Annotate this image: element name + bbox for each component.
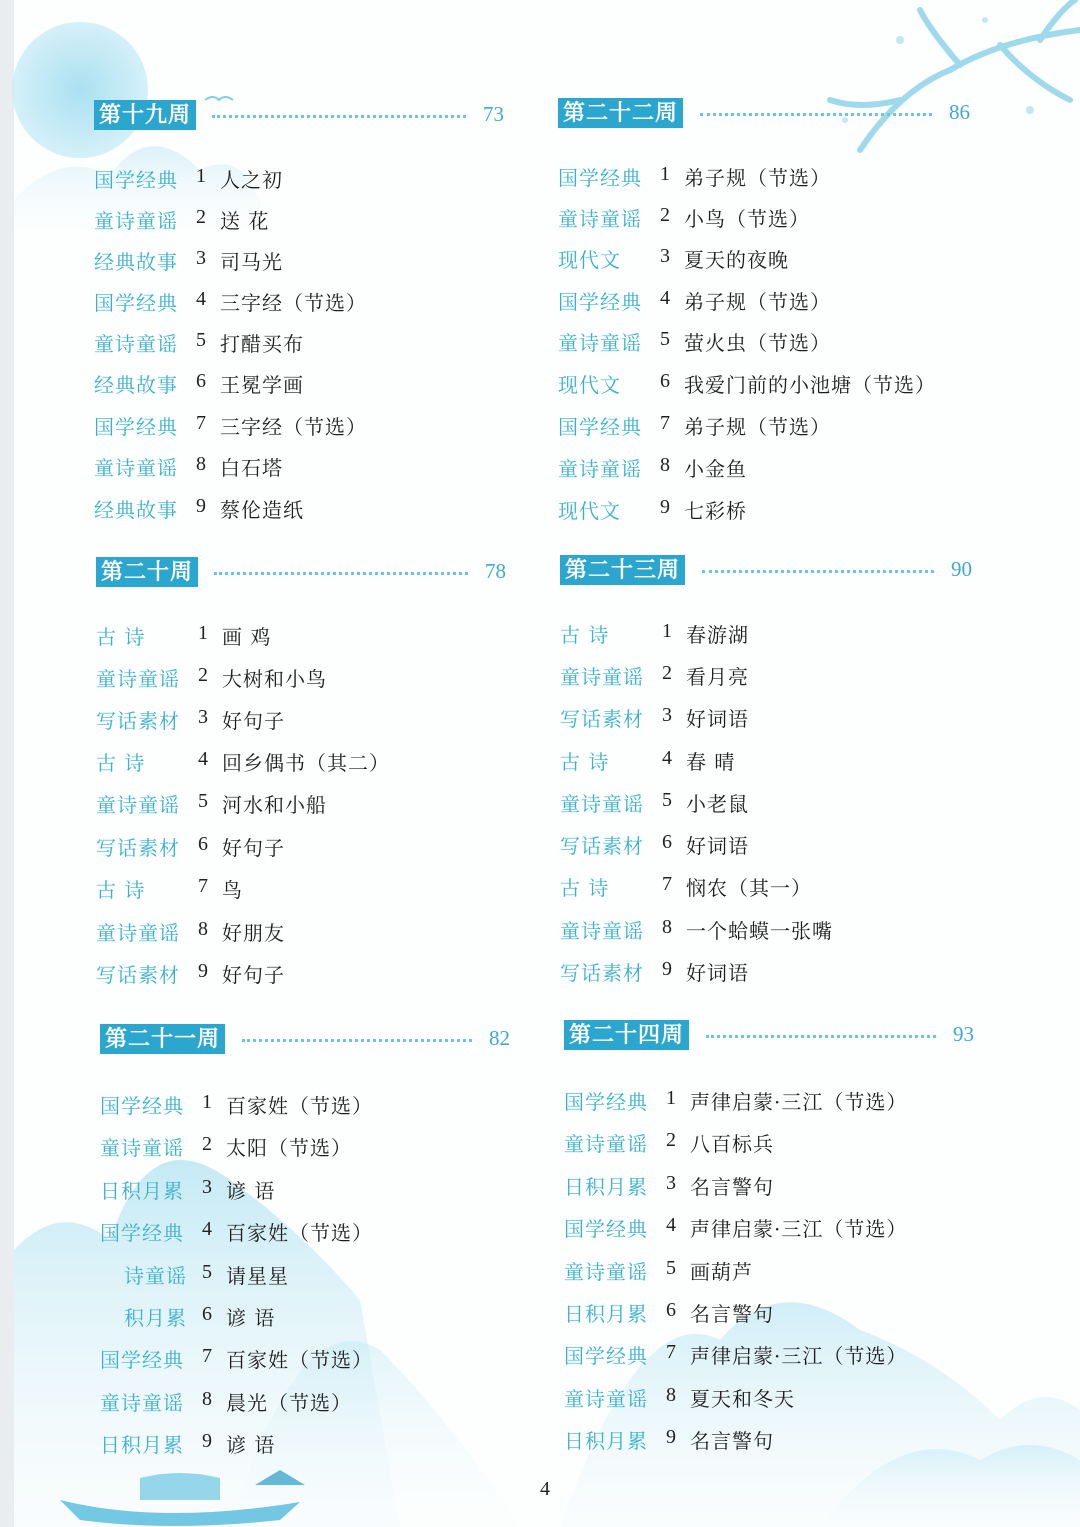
entry-category: 日积月累 xyxy=(564,1175,648,1199)
section-page-number: 73 xyxy=(483,102,504,126)
entry-number: 4 xyxy=(196,288,206,310)
entry-number: 6 xyxy=(662,831,672,853)
entry-category: 古 诗 xyxy=(96,751,146,775)
week-badge: 第二十二周 xyxy=(558,98,683,128)
entry-number: 1 xyxy=(196,165,206,187)
entry-title: 一个蛤蟆一张嘴 xyxy=(686,919,833,943)
entry-number: 2 xyxy=(196,206,206,228)
entry-number: 1 xyxy=(662,620,672,642)
entry-title: 小金鱼 xyxy=(684,457,747,481)
week-badge: 第十九周 xyxy=(94,100,196,130)
entry-category: 古 诗 xyxy=(560,876,610,900)
entry-number: 3 xyxy=(198,706,208,728)
entry-category: 童诗童谣 xyxy=(94,456,178,480)
entry-number: 1 xyxy=(666,1087,676,1109)
entry-category: 童诗童谣 xyxy=(94,209,178,233)
entry-category: 现代文 xyxy=(558,499,621,523)
entry-number: 8 xyxy=(662,916,672,938)
entry-number: 4 xyxy=(202,1218,212,1240)
entry-category: 国学经典 xyxy=(100,1221,184,1245)
entry-title: 名言警句 xyxy=(690,1302,774,1326)
entry-title: 夏天的夜晚 xyxy=(684,248,789,272)
entry-title: 王冕学画 xyxy=(220,373,304,397)
entry-category: 日积月累 xyxy=(100,1433,184,1457)
entry-category: 国学经典 xyxy=(564,1217,648,1241)
week-badge: 第二十一周 xyxy=(100,1024,225,1054)
entry-number: 8 xyxy=(202,1388,212,1410)
toc-section-week-19 xyxy=(94,100,504,522)
entry-category: 现代文 xyxy=(558,373,621,397)
entry-number: 9 xyxy=(660,496,670,518)
entry-title: 声律启蒙·三江（节选） xyxy=(690,1344,908,1368)
entry-number: 7 xyxy=(666,1341,676,1363)
entry-number: 3 xyxy=(660,245,670,267)
week-badge: 第二十四周 xyxy=(564,1020,689,1050)
entry-title: 弟子规（节选） xyxy=(684,415,831,439)
entry-number: 4 xyxy=(662,747,672,769)
entry-category: 古 诗 xyxy=(560,623,610,647)
entry-category: 写话素材 xyxy=(96,963,180,987)
entry-title: 谚 语 xyxy=(226,1433,276,1457)
entry-category: 古 诗 xyxy=(560,750,610,774)
section-page-number: 93 xyxy=(953,1022,974,1046)
entry-number: 9 xyxy=(198,960,208,982)
entry-category: 童诗童谣 xyxy=(96,793,180,817)
entry-title: 河水和小船 xyxy=(222,793,327,817)
entry-title: 好朋友 xyxy=(222,921,285,945)
entry-category: 童诗童谣 xyxy=(564,1260,648,1284)
entry-title: 好句子 xyxy=(222,963,285,987)
section-header xyxy=(94,100,504,134)
entry-category: 写话素材 xyxy=(560,961,644,985)
entry-number: 8 xyxy=(666,1384,676,1406)
toc-section-week-23 xyxy=(560,555,972,985)
entry-title: 三字经（节选） xyxy=(220,291,367,315)
entry-title: 好词语 xyxy=(686,834,749,858)
entry-number: 7 xyxy=(198,875,208,897)
entry-number: 1 xyxy=(202,1091,212,1113)
entry-number: 6 xyxy=(196,370,206,392)
entry-title: 春 晴 xyxy=(686,750,736,774)
entry-title: 百家姓（节选） xyxy=(226,1221,373,1245)
entry-number: 3 xyxy=(662,704,672,726)
week-badge: 第二十三周 xyxy=(560,555,685,585)
week-badge: 第二十周 xyxy=(96,557,198,587)
entry-category: 国学经典 xyxy=(94,291,178,315)
entry-title: 谚 语 xyxy=(226,1306,276,1330)
toc-section-week-21 xyxy=(100,1024,510,1457)
entry-category: 童诗童谣 xyxy=(558,457,642,481)
entry-number: 7 xyxy=(196,412,206,434)
entry-category: 童诗童谣 xyxy=(560,792,644,816)
section-header xyxy=(564,1020,974,1054)
entry-category: 写话素材 xyxy=(560,834,644,858)
entry-title: 三字经（节选） xyxy=(220,415,367,439)
entry-category: 童诗童谣 xyxy=(560,665,644,689)
entry-category: 国学经典 xyxy=(564,1090,648,1114)
entry-title: 打醋买布 xyxy=(220,332,304,356)
entry-number: 1 xyxy=(660,163,670,185)
entry-number: 6 xyxy=(666,1299,676,1321)
entry-title: 画葫芦 xyxy=(690,1260,753,1284)
entry-category: 童诗童谣 xyxy=(100,1136,184,1160)
entry-number: 9 xyxy=(202,1430,212,1452)
section-page-number: 82 xyxy=(489,1026,510,1050)
entry-category: 日积月累 xyxy=(564,1302,648,1326)
leader-dots xyxy=(214,572,468,575)
entry-category: 国学经典 xyxy=(558,290,642,314)
entry-category: 日积月累 xyxy=(100,1179,184,1203)
sun-shape xyxy=(12,22,148,158)
entry-category: 国学经典 xyxy=(100,1094,184,1118)
entry-category: 童诗童谣 xyxy=(564,1132,648,1156)
entry-title: 弟子规（节选） xyxy=(684,290,831,314)
entry-number: 5 xyxy=(196,329,206,351)
leader-dots xyxy=(700,113,932,116)
entry-title: 太阳（节选） xyxy=(226,1136,352,1160)
entry-title: 好句子 xyxy=(222,836,285,860)
entry-title: 谚 语 xyxy=(226,1179,276,1203)
entry-number: 2 xyxy=(660,204,670,226)
entry-title: 小老鼠 xyxy=(686,792,749,816)
entry-number: 4 xyxy=(660,287,670,309)
entry-number: 5 xyxy=(202,1261,212,1283)
entry-number: 9 xyxy=(196,495,206,517)
entry-number: 4 xyxy=(666,1214,676,1236)
entry-category: 国学经典 xyxy=(100,1348,184,1372)
entry-title: 萤火虫（节选） xyxy=(684,331,831,355)
entry-number: 2 xyxy=(202,1133,212,1155)
entry-title: 悯农（其一） xyxy=(686,876,812,900)
entry-title: 请星星 xyxy=(226,1264,289,1288)
entry-title: 回乡偶书（其二） xyxy=(222,751,390,775)
entry-title: 名言警句 xyxy=(690,1429,774,1453)
entry-title: 司马光 xyxy=(220,250,283,274)
entry-title: 送 花 xyxy=(220,209,270,233)
leader-dots xyxy=(212,115,466,118)
entry-title: 百家姓（节选） xyxy=(226,1348,373,1372)
entry-title: 大树和小鸟 xyxy=(222,667,327,691)
entry-title: 看月亮 xyxy=(686,665,749,689)
entry-number: 4 xyxy=(198,748,208,770)
entry-category: 写话素材 xyxy=(560,707,644,731)
section-page-number: 86 xyxy=(949,100,970,124)
entry-number: 7 xyxy=(660,412,670,434)
section-page-number: 90 xyxy=(951,557,972,581)
entry-category: 国学经典 xyxy=(564,1344,648,1368)
toc-section-week-20 xyxy=(96,557,506,987)
entry-title: 晨光（节选） xyxy=(226,1391,352,1415)
entry-title: 白石塔 xyxy=(220,456,283,480)
entry-category: 国学经典 xyxy=(94,415,178,439)
entry-title: 我爱门前的小池塘（节选） xyxy=(684,373,936,397)
section-header xyxy=(100,1024,510,1058)
entry-number: 2 xyxy=(666,1129,676,1151)
entry-title: 七彩桥 xyxy=(684,499,747,523)
entry-number: 8 xyxy=(198,918,208,940)
entry-category: 童诗童谣 xyxy=(558,207,642,231)
entry-number: 6 xyxy=(202,1303,212,1325)
entry-number: 5 xyxy=(660,328,670,350)
entry-title: 春游湖 xyxy=(686,623,749,647)
entry-number: 3 xyxy=(202,1176,212,1198)
entry-category: 国学经典 xyxy=(558,166,642,190)
entry-number: 5 xyxy=(666,1257,676,1279)
section-header xyxy=(96,557,506,591)
entry-category: 国学经典 xyxy=(94,168,178,192)
entry-title: 画 鸡 xyxy=(222,625,272,649)
entry-title: 夏天和冬天 xyxy=(690,1387,795,1411)
entry-title: 蔡伦造纸 xyxy=(220,498,304,522)
entry-category: 童诗童谣 xyxy=(560,919,644,943)
leader-dots xyxy=(242,1039,472,1042)
entry-title: 八百标兵 xyxy=(690,1132,774,1156)
entry-number: 8 xyxy=(196,453,206,475)
leader-dots xyxy=(702,570,934,573)
entry-category: 古 诗 xyxy=(96,625,146,649)
entry-category: 经典故事 xyxy=(94,373,178,397)
entry-category: 国学经典 xyxy=(558,415,642,439)
section-header xyxy=(558,98,970,132)
entry-category: 写话素材 xyxy=(96,709,180,733)
entry-category: 经典故事 xyxy=(94,498,178,522)
entry-title: 声律启蒙·三江（节选） xyxy=(690,1217,908,1241)
entry-number: 5 xyxy=(198,790,208,812)
entry-title: 好词语 xyxy=(686,961,749,985)
section-page-number: 78 xyxy=(485,559,506,583)
entry-title: 好句子 xyxy=(222,709,285,733)
toc-section-week-22 xyxy=(558,98,970,523)
entry-number: 6 xyxy=(198,833,208,855)
entry-category: 童诗童谣 xyxy=(96,667,180,691)
entry-category: 经典故事 xyxy=(94,250,178,274)
entry-category: 写话素材 xyxy=(96,836,180,860)
section-header xyxy=(560,555,972,589)
leader-dots xyxy=(706,1035,936,1038)
entry-number: 2 xyxy=(198,664,208,686)
entry-category: 童诗童谣 xyxy=(100,1391,184,1415)
entry-number: 7 xyxy=(662,873,672,895)
entry-number: 8 xyxy=(660,454,670,476)
entry-number: 6 xyxy=(660,370,670,392)
entry-title: 名言警句 xyxy=(690,1175,774,1199)
entry-category: 童诗童谣 xyxy=(94,332,178,356)
entry-number: 2 xyxy=(662,662,672,684)
entry-title: 鸟 xyxy=(222,878,243,902)
entry-number: 3 xyxy=(196,247,206,269)
entry-category: 童诗童谣 xyxy=(96,921,180,945)
entry-number: 5 xyxy=(662,789,672,811)
page-number: 4 xyxy=(540,1478,550,1500)
entry-title: 弟子规（节选） xyxy=(684,166,831,190)
entry-title: 声律启蒙·三江（节选） xyxy=(690,1090,908,1114)
entry-title: 百家姓（节选） xyxy=(226,1094,373,1118)
entry-category: 童诗童谣 xyxy=(564,1387,648,1411)
entry-category: 诗童谣 xyxy=(124,1264,187,1288)
entry-number: 9 xyxy=(662,958,672,980)
entry-category: 童诗童谣 xyxy=(558,331,642,355)
entry-title: 好词语 xyxy=(686,707,749,731)
entry-title: 人之初 xyxy=(220,168,283,192)
entry-number: 1 xyxy=(198,622,208,644)
entry-category: 积月累 xyxy=(124,1306,187,1330)
entry-number: 9 xyxy=(666,1426,676,1448)
entry-category: 古 诗 xyxy=(96,878,146,902)
toc-section-week-24 xyxy=(564,1020,974,1453)
entry-category: 现代文 xyxy=(558,248,621,272)
entry-category: 日积月累 xyxy=(564,1429,648,1453)
entry-title: 小鸟（节选） xyxy=(684,207,810,231)
entry-number: 3 xyxy=(666,1172,676,1194)
entry-number: 7 xyxy=(202,1345,212,1367)
